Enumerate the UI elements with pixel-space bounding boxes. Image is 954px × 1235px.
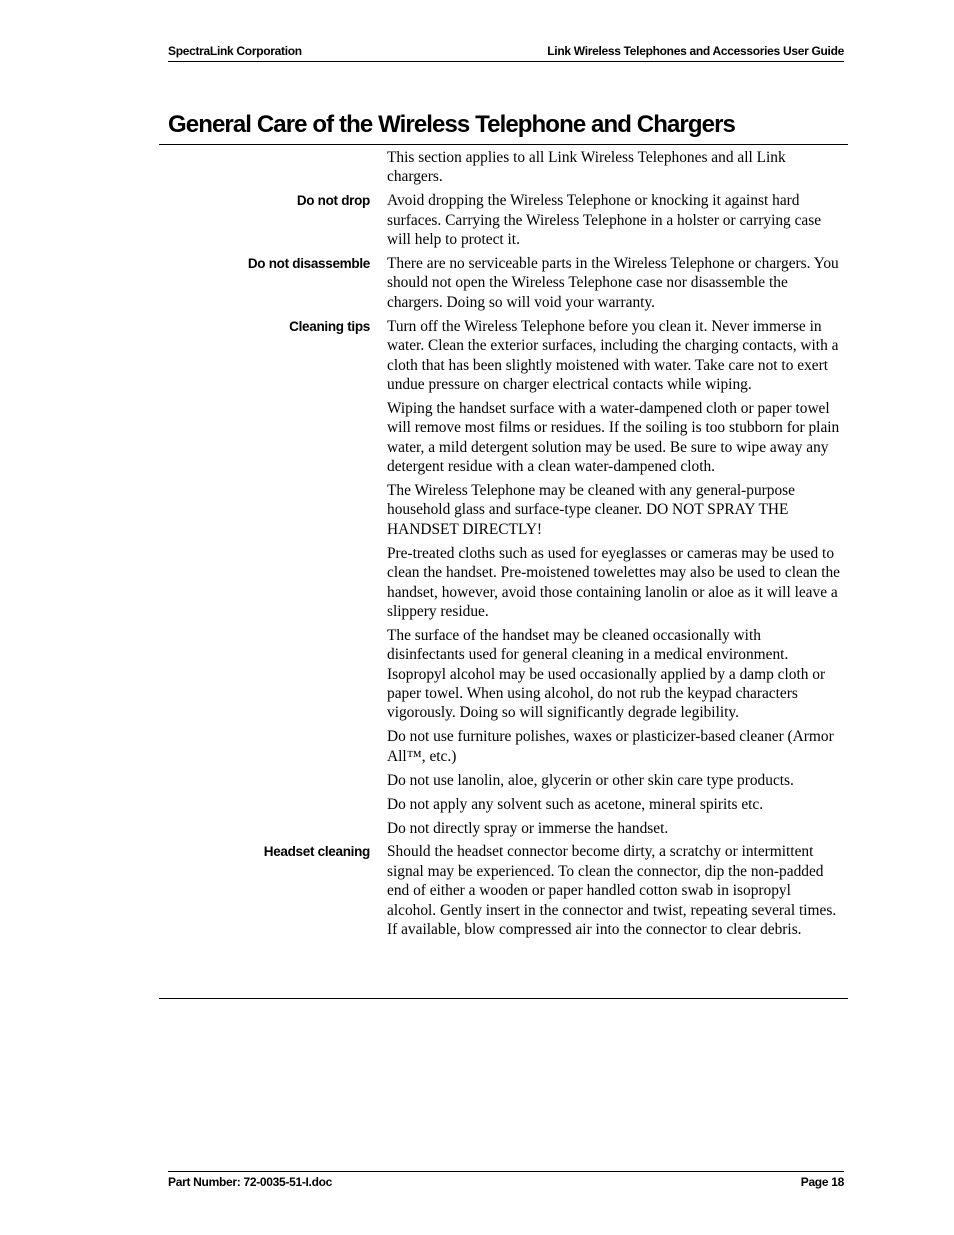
paragraph: Turn off the Wireless Telephone before you clean it. Never immerse in water. Clean the exterior surfaces, including the charging contacts, with a cloth that has been slightly moistened with water. Take care not to exert undue pressure on charger electrical contacts while wiping. xyxy=(387,317,839,393)
section-title: General Care of the Wireless Telephone and Chargers xyxy=(168,111,735,138)
page-number: Page 18 xyxy=(800,1175,844,1189)
section-cleaning-tips xyxy=(159,317,848,838)
section-label: Headset cleaning xyxy=(263,844,370,860)
section-headset-cleaning xyxy=(159,842,848,939)
section-label: Do not disassemble xyxy=(247,256,370,272)
paragraph: Do not directly spray or immerse the handset. xyxy=(387,819,669,837)
header-company: SpectraLink Corporation xyxy=(168,44,302,58)
section-label: Do not drop xyxy=(296,193,370,209)
paragraph: The Wireless Telephone may be cleaned with any general-purpose household glass and surface-type cleaner. DO NOT SPRAY THE HANDSET DIRECTLY! xyxy=(387,482,795,538)
footer-part-number: Part Number: 72-0035-51-I.doc xyxy=(168,1175,333,1189)
page-header xyxy=(168,43,844,62)
paragraph: Do not apply any solvent such as acetone, mineral spirits etc. xyxy=(387,795,764,813)
section-end-rule xyxy=(159,998,848,999)
page-footer xyxy=(168,1171,844,1194)
section-label: Cleaning tips xyxy=(289,318,370,334)
title-rule xyxy=(159,144,848,145)
paragraph: Should the headset connector become dirty, a scratchy or intermittent signal may be experienced. To clean the connector, dip the non-padded end of either a wooden or paper handled cotton swab in isopropyl alcohol. Gently insert in the connector and twist, repeating several times. If available, blow compressed air into the connector to clear debris. xyxy=(387,843,837,939)
paragraph: Pre-treated cloths such as used for eyeglasses or cameras may be used to clean the handset. Pre-moistened towelettes may also be used to clean the handset, however, avoid those containing lanolin or aloe as it will leave a slippery residue. xyxy=(387,544,841,620)
content-area xyxy=(159,148,848,944)
paragraph: The surface of the handset may be cleaned occasionally with disinfectants used for general cleaning in a medical environment. Isopropyl alcohol may be used occasionally applied by a damp cloth or paper towel. When using alcohol, do not rub the keypad characters vigorously. Doing so will significantly degrade legibility. xyxy=(387,626,826,722)
paragraph: Avoid dropping the Wireless Telephone or knocking it against hard surfaces. Carrying the Wireless Telephone in a holster or carrying case will help to protect it. xyxy=(387,192,822,249)
section-do-not-disassemble xyxy=(159,254,848,312)
paragraph: Do not use furniture polishes, waxes or plasticizer-based cleaner (Armor All™, etc.) xyxy=(387,728,834,765)
paragraph: This section applies to all Link Wireless Telephones and all Link chargers. xyxy=(387,149,786,186)
paragraph: Wiping the handset surface with a water-dampened cloth or paper towel will remove most films or residues. If the soiling is too stubborn for plain water, a mild detergent solution may be used. Be sure to wipe away any detergent residue with a clean water-dampened cloth. xyxy=(387,399,840,476)
paragraph: Do not use lanolin, aloe, glycerin or other skin care type products. xyxy=(387,771,794,789)
section-intro xyxy=(159,148,848,187)
paragraph: There are no serviceable parts in the Wireless Telephone or chargers. You should not open the Wireless Telephone case nor disassemble the chargers. Doing so will void your warranty. xyxy=(387,255,839,311)
header-doc-title: Link Wireless Telephones and Accessories User Guide xyxy=(547,44,844,58)
section-do-not-drop xyxy=(159,191,848,249)
